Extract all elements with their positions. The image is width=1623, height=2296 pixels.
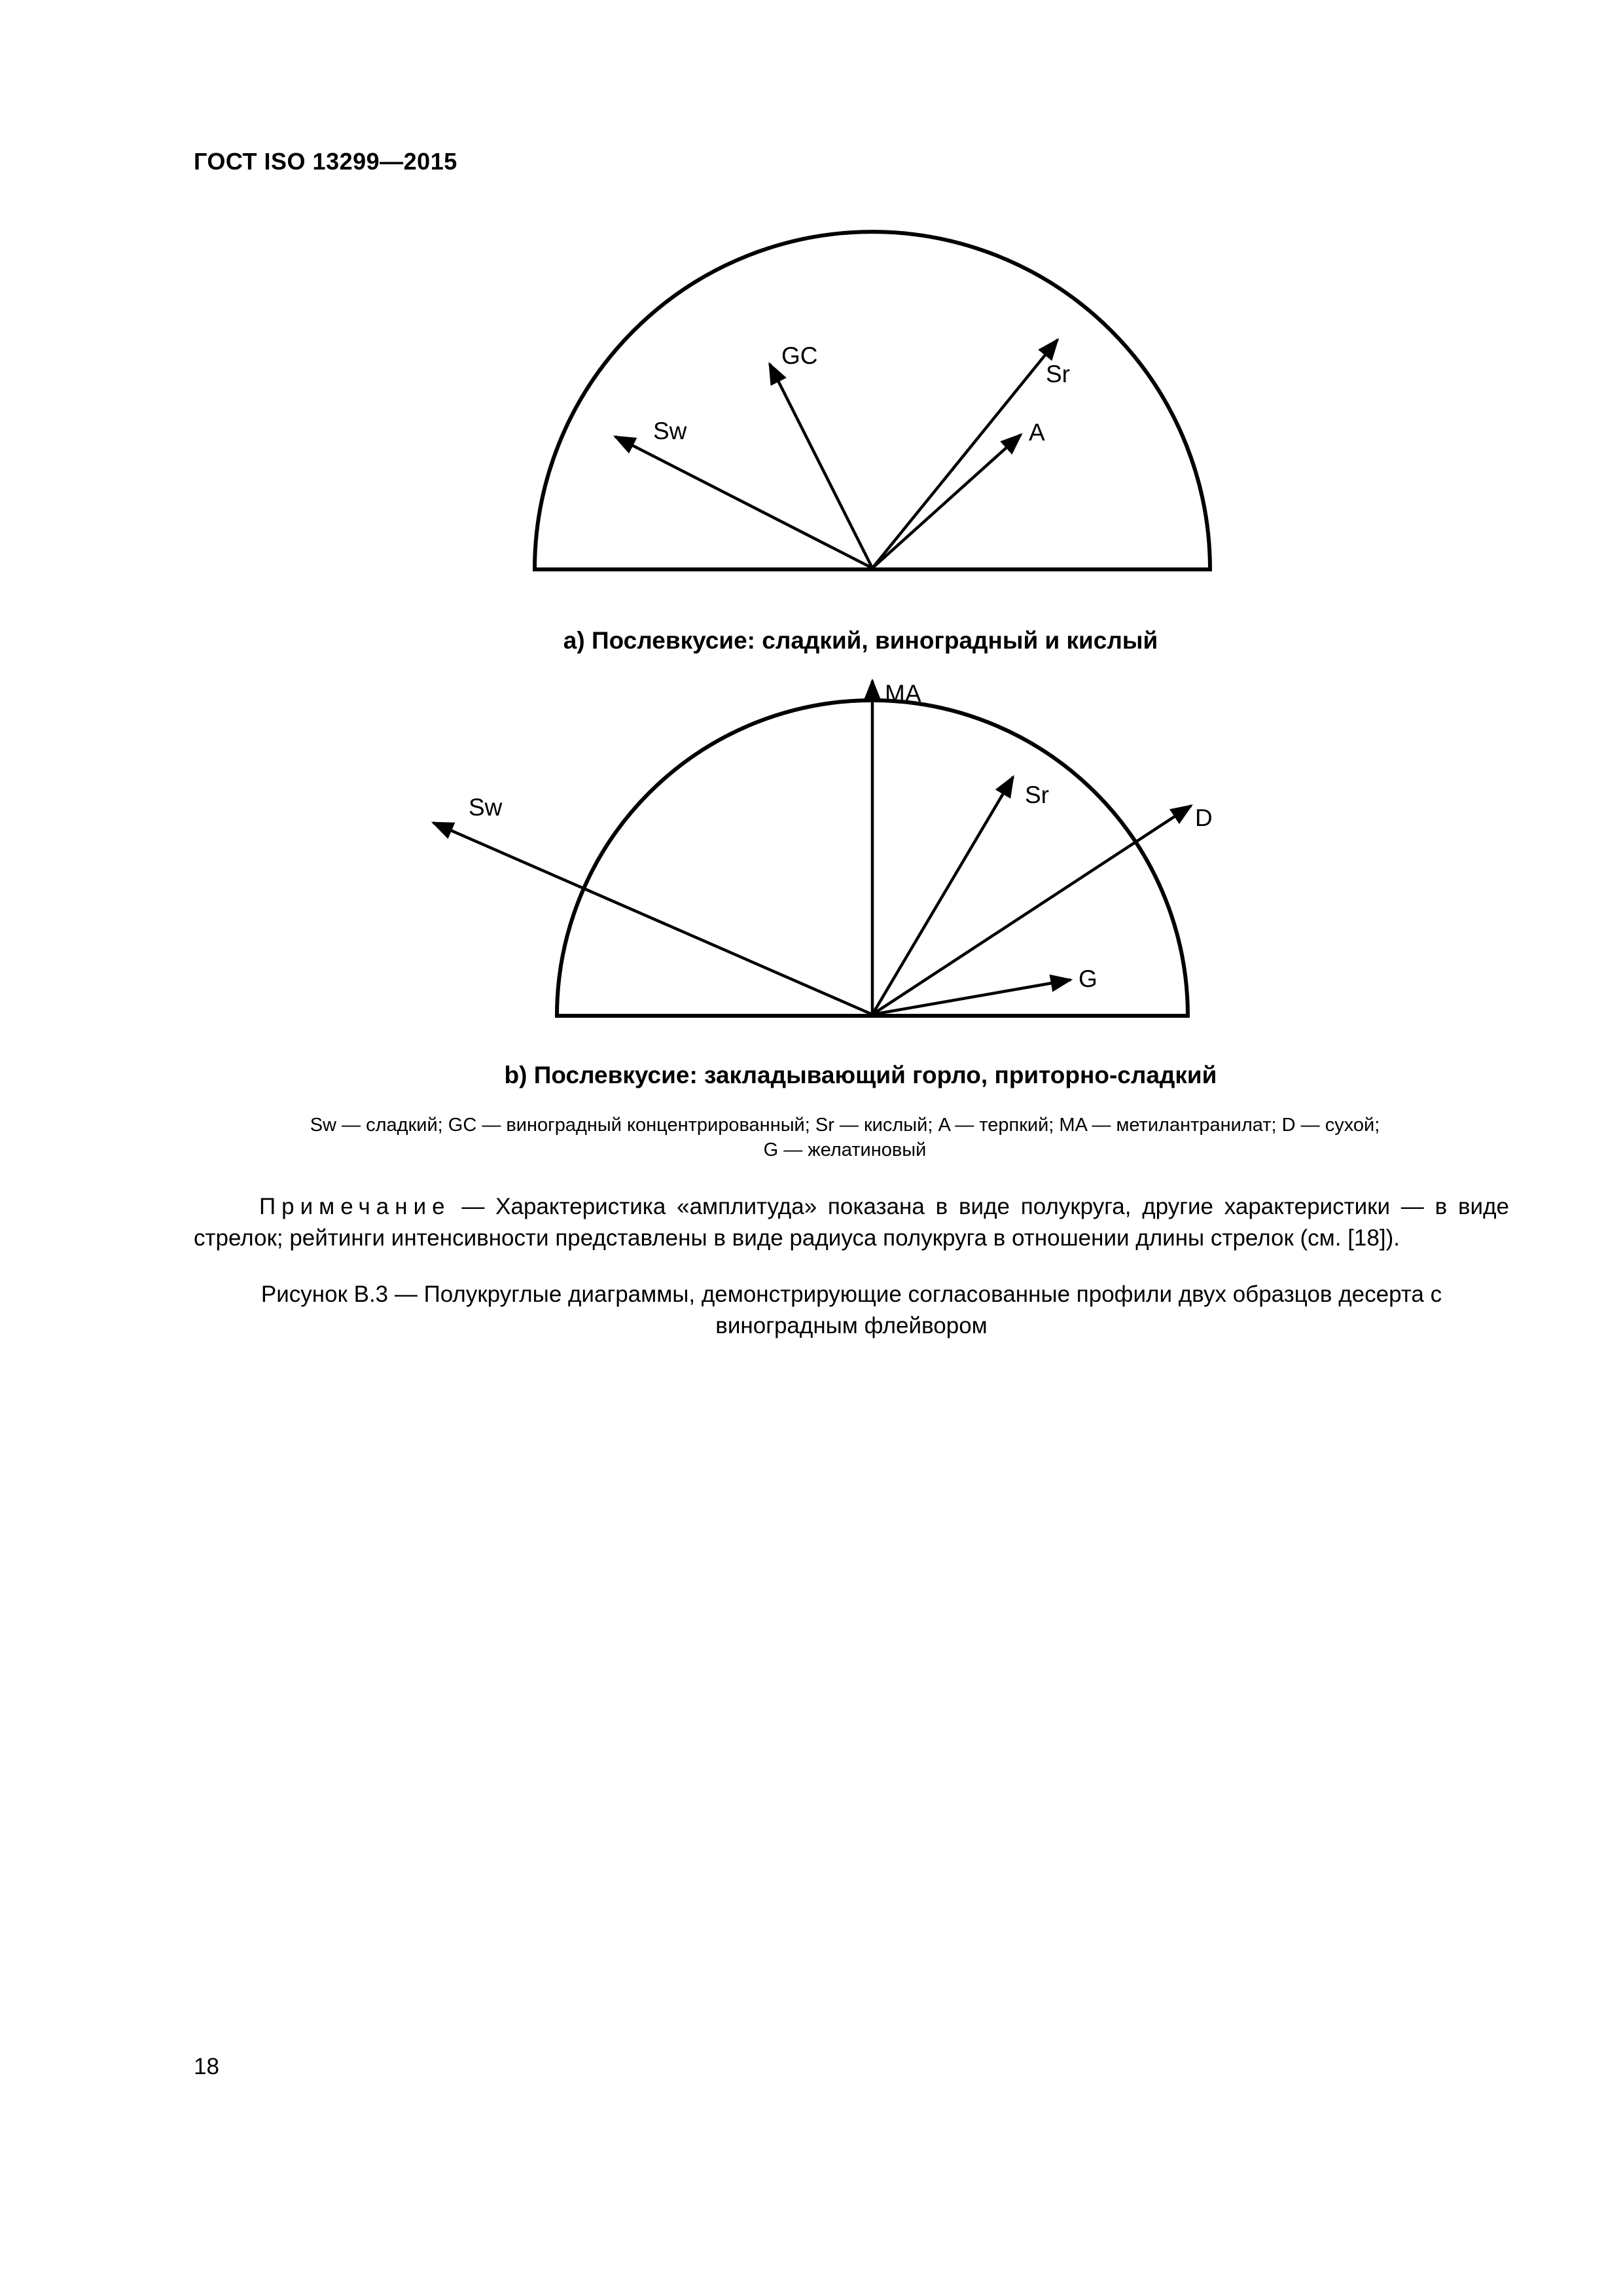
document-header: ГОСТ ISO 13299—2015 [194, 148, 457, 175]
note-text: — Характеристика «амплитуда» показана в виде полукруга, другие характеристики — в виде стрелок; рейтинги интенсивности представлены в виде радиуса полукруга в отношении длины стрелок (см. [18]). [194, 1194, 1509, 1251]
diagram-b-label-sw: Sw [469, 794, 503, 821]
diagram-a-arrow-gc [770, 364, 872, 568]
note-prefix: Примечание [259, 1194, 451, 1219]
diagram-a-caption: a) Послевкусие: сладкий, виноградный и кислый [563, 627, 1158, 654]
diagram-b-arrow-sw [433, 823, 872, 1014]
legend-line-1: Sw — сладкий; GC — виноградный концентрированный; Sr — кислый; A — терпкий; MA — метилантранилат; D — сухой; [310, 1115, 1380, 1136]
diagram-a-arrow-sr [872, 340, 1058, 568]
diagram-b-label-g: G [1079, 965, 1097, 992]
diagram-b-arrow-g [872, 980, 1071, 1014]
diagram-b-label-d: D [1195, 804, 1213, 831]
legend [194, 1113, 1496, 1162]
diagram-a-label-gc: GC [781, 342, 818, 369]
semicircle-diagrams [0, 0, 1623, 1113]
diagram-b-arrow-d [872, 806, 1191, 1014]
diagram-b-arrow-sr [872, 777, 1013, 1014]
diagram-a-arrow-a [872, 435, 1021, 568]
diagram-a-semicircle [535, 232, 1210, 569]
diagram-a [535, 232, 1210, 569]
diagram-b-label-ma: MA [885, 680, 921, 707]
figure-caption: Рисунок В.3 — Полукруглые диаграммы, демонстрирующие согласованные профили двух образцов десерта с виноградным флейвором [260, 1282, 1442, 1338]
diagram-b-caption: b) Послевкусие: закладывающий горло, приторно-сладкий [504, 1062, 1217, 1088]
diagram-a-label-sw: Sw [653, 418, 687, 444]
diagram-b-label-sr: Sr [1025, 781, 1049, 808]
diagram-a-label-sr: Sr [1046, 361, 1070, 387]
note [194, 1191, 1509, 1254]
diagram-a-label-a: A [1029, 419, 1045, 446]
legend-line-2: G — желатиновый [763, 1139, 927, 1160]
diagram-b [433, 680, 1213, 1016]
page-number: 18 [194, 2054, 219, 2079]
diagram-a-arrow-sw [615, 437, 872, 568]
